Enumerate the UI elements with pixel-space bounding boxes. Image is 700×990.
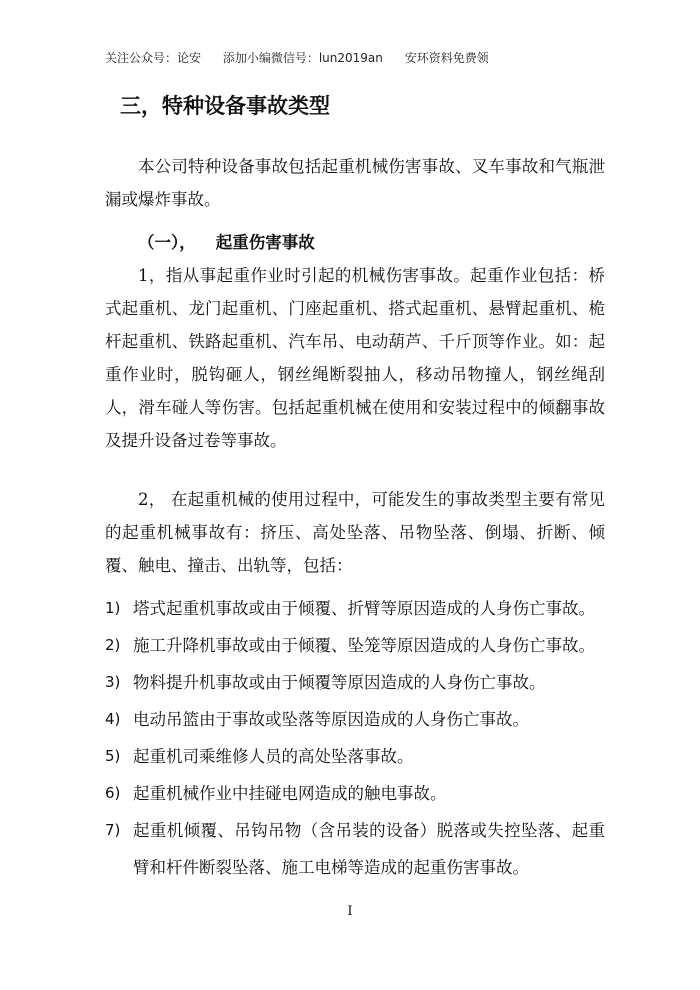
list-item-text: 塔式起重机事故或由于倾覆、折臂等原因造成的人身伤亡事故。 xyxy=(133,599,595,618)
list-item-text: 起重机械作业中挂碰电网造成的触电事故。 xyxy=(133,784,447,803)
page-header xyxy=(105,50,507,66)
list-item-text: 物料提升机事故或由于倾覆等原因造成的人身伤亡事故。 xyxy=(133,673,546,692)
list-item xyxy=(105,775,605,812)
list-item-text: 施工升降机事故或由于倾覆、坠笼等原因造成的人身伤亡事故。 xyxy=(133,636,595,655)
list-item xyxy=(105,590,605,627)
list-item-text: 起重机司乘维修人员的高处坠落事故。 xyxy=(133,747,414,766)
page-number: I xyxy=(347,904,353,919)
subsection-title: 起重伤害事故 xyxy=(215,233,315,252)
header-wechat: 添加小编微信号：lun2019an xyxy=(222,51,383,65)
header-account: 关注公众号：论安 xyxy=(105,51,202,65)
list-item-number: 6) xyxy=(105,784,121,802)
list-item-number: 7) xyxy=(105,821,121,839)
list-item xyxy=(105,627,605,664)
list-item xyxy=(105,701,605,738)
accident-list xyxy=(105,590,605,886)
section-title: 三，特种设备事故类型 xyxy=(120,94,330,118)
paragraph-definition: 1，指从事起重作业时引起的机械伤害事故。起重作业包括：桥式起重机、龙门起重机、门座起重机、搭式起重机、悬臂起重机、桅杆起重机、铁路起重机、汽车吊、电动葫芦、千斤顶等作业。如：起重作业时，脱钩砸人，钢丝绳断裂抽人，移动吊物撞人，钢丝绳刮人，滑车碰人等伤害。包括起重机械在使用和安装过程中的倾翻事故及提升设备过卷等事故。 xyxy=(105,266,605,450)
list-item-text: 起重机倾覆、吊钩吊物（含吊装的设备）脱落或失控坠落、起重臂和杆件断裂坠落、施工电梯等造成的起重伤害事故。 xyxy=(133,821,605,877)
subsection-heading xyxy=(138,226,315,259)
paragraph-accident-types: 2， 在起重机械的使用过程中，可能发生的事故类型主要有常见的起重机械事故有：挤压、高处坠落、吊物坠落、倒塌、折断、倾覆、触电、撞击、出轨等，包括： xyxy=(105,490,605,575)
subsection-number: （一）， xyxy=(138,233,196,252)
list-item-text: 电动吊篮由于事故或坠落等原因造成的人身伤亡事故。 xyxy=(133,710,529,729)
list-item-number: 4) xyxy=(105,710,121,728)
list-item-number: 5) xyxy=(105,747,121,765)
list-item xyxy=(105,738,605,775)
header-slogan: 安环资料免费领 xyxy=(404,51,489,65)
list-item xyxy=(105,664,605,701)
intro-paragraph: 本公司特种设备事故包括起重机械伤害事故、叉车事故和气瓶泄漏或爆炸事故。 xyxy=(105,157,605,209)
list-item-number: 1) xyxy=(105,599,121,617)
list-item xyxy=(105,812,605,886)
list-item-number: 3) xyxy=(105,673,121,691)
list-item-number: 2) xyxy=(105,636,121,654)
